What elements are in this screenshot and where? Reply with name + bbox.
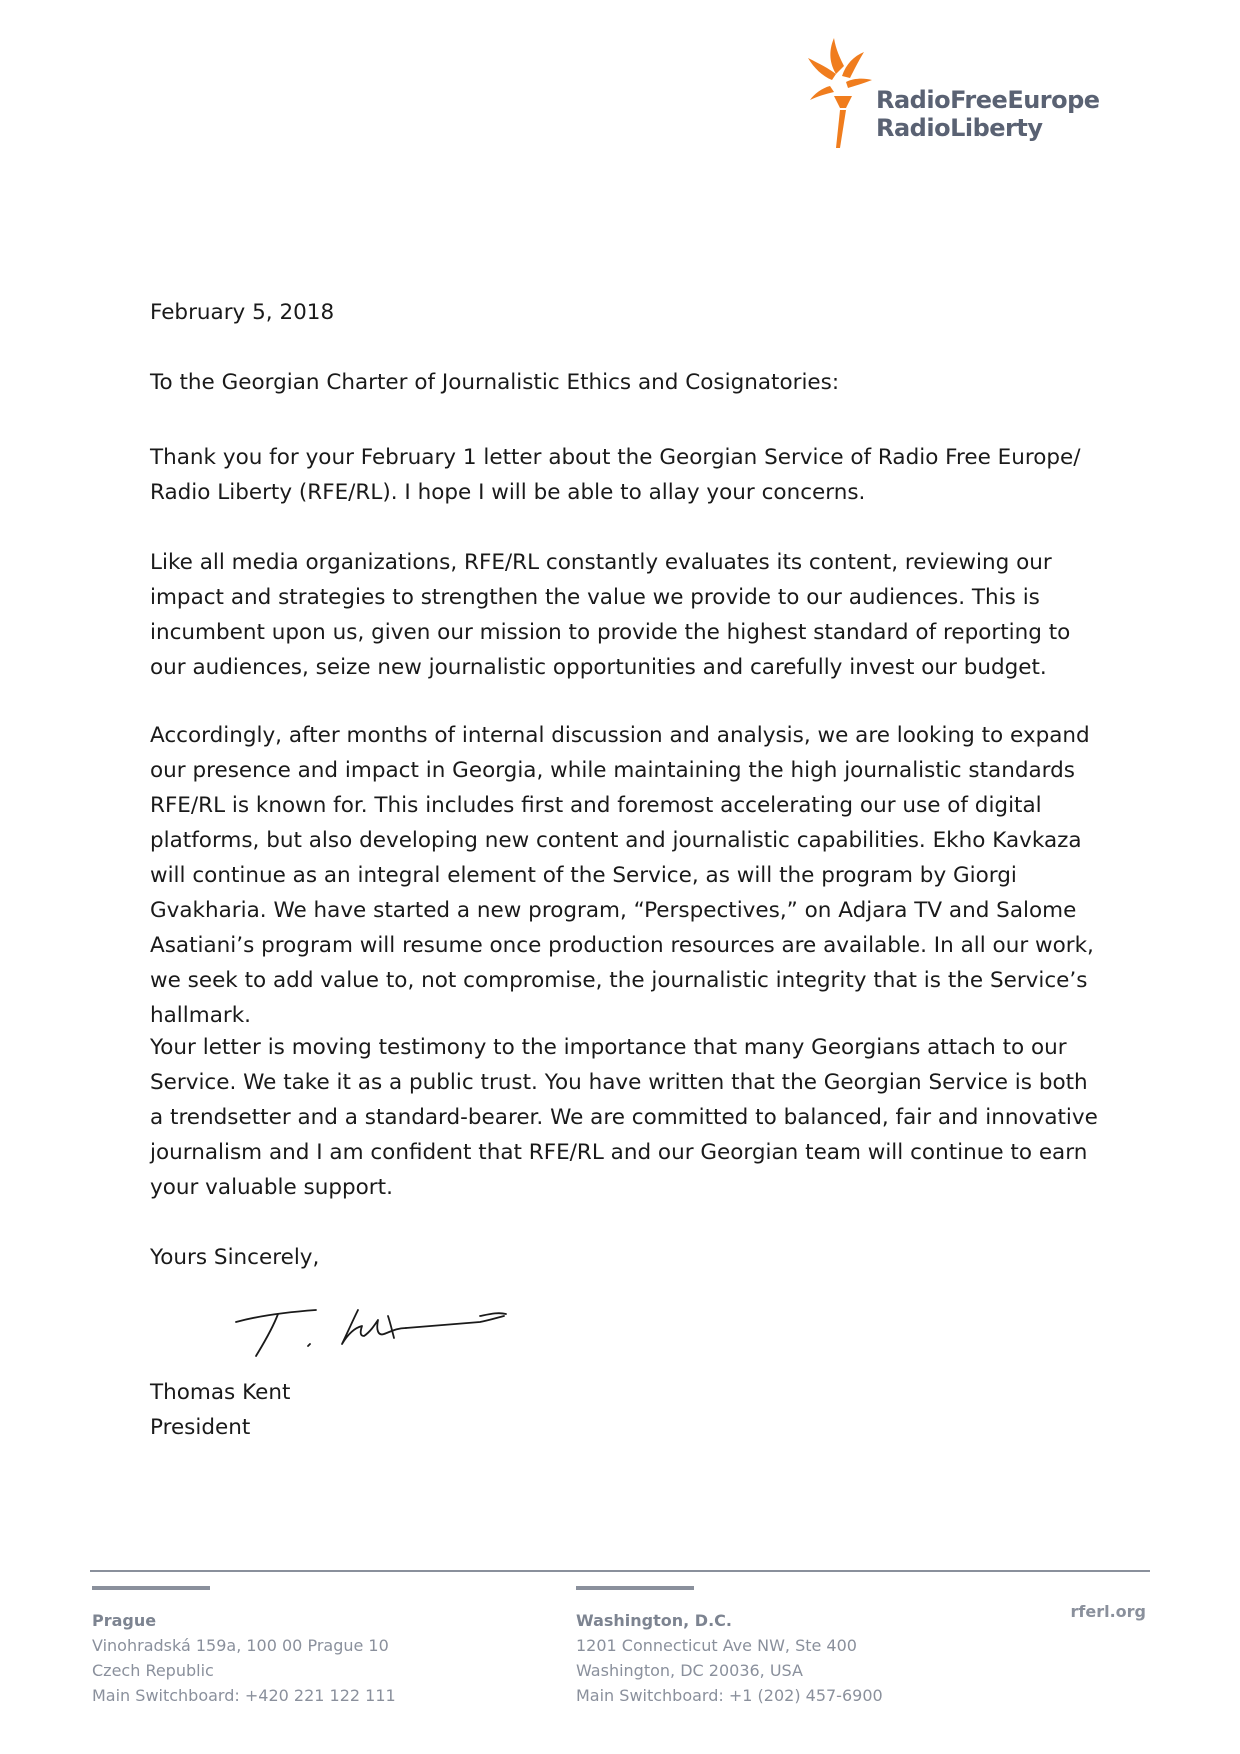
logo-wordmark bbox=[876, 86, 1100, 142]
prague-accent-bar bbox=[92, 1586, 210, 1590]
prague-address-1: Vinohradská 159a, 100 00 Prague 10 bbox=[92, 1636, 389, 1655]
washington-address-2: Washington, DC 20036, USA bbox=[576, 1661, 803, 1680]
washington-city: Washington, D.C. bbox=[576, 1611, 732, 1630]
washington-address-1: 1201 Connecticut Ave NW, Ste 400 bbox=[576, 1636, 857, 1655]
torch-flame-icon bbox=[806, 36, 876, 151]
paragraph-1: Thank you for your February 1 letter about the Georgian Service of Radio Free Europe/ Radio Liberty (RFE/RL). I hope I will be able to allay your concerns. bbox=[150, 445, 1081, 505]
website-link[interactable]: rferl.org bbox=[1070, 1602, 1146, 1621]
logo-line-2: RadioLiberty bbox=[876, 114, 1043, 142]
washington-accent-bar bbox=[576, 1586, 694, 1590]
letter-salutation: To the Georgian Charter of Journalistic Ethics and Cosignatories: bbox=[150, 370, 840, 395]
rferl-logo bbox=[806, 36, 1100, 151]
signer-block bbox=[150, 1375, 290, 1445]
footer-washington bbox=[576, 1608, 883, 1708]
prague-address-2: Czech Republic bbox=[92, 1661, 214, 1680]
handwritten-signature bbox=[228, 1286, 568, 1366]
footer-divider bbox=[90, 1570, 1150, 1572]
paragraph-4: Your letter is moving testimony to the importance that many Georgians attach to our Service. We take it as a public trust. You have written that the Georgian Service is both a trendsetter and a standard-bearer. We are committed to balanced, fair and innovative journalism and I am confident that RFE/RL and our Georgian team will continue to earn your valuable support. bbox=[150, 1035, 1098, 1200]
letter-date: February 5, 2018 bbox=[150, 300, 335, 325]
signer-name: Thomas Kent bbox=[150, 1380, 291, 1405]
prague-city: Prague bbox=[92, 1611, 157, 1630]
washington-phone: Main Switchboard: +1 (202) 457-6900 bbox=[576, 1686, 883, 1705]
paragraph-3: Accordingly, after months of internal discussion and analysis, we are looking to expand our presence and impact in Georgia, while maintaining the high journalistic standards RFE/RL is known for. This includes first and foremost accelerating our use of digital platforms, but also developing new content and journalistic capabilities. Ekho Kavkaza will continue as an integral element of the Service, as will the program by Giorgi Gvakharia. We have started a new program, “Perspectives,” on Adjara TV and Salome Asatiani’s program will resume once production resources are available. In all our work, we seek to add value to, not compromise, the journalistic integrity that is the Service’s hallmark. bbox=[150, 723, 1094, 1028]
paragraph-2: Like all media organizations, RFE/RL constantly evaluates its content, reviewing our impact and strategies to strengthen the value we provide to our audiences. This is incumbent upon us, given our mission to provide the highest standard of reporting to our audiences, seize new journalistic opportunities and carefully invest our budget. bbox=[150, 550, 1071, 680]
footer-prague bbox=[92, 1608, 396, 1708]
logo-line-1: RadioFreeEurope bbox=[876, 86, 1100, 114]
prague-phone: Main Switchboard: +420 221 122 111 bbox=[92, 1686, 396, 1705]
signer-title: President bbox=[150, 1415, 251, 1440]
letter-closing: Yours Sincerely, bbox=[150, 1245, 320, 1270]
